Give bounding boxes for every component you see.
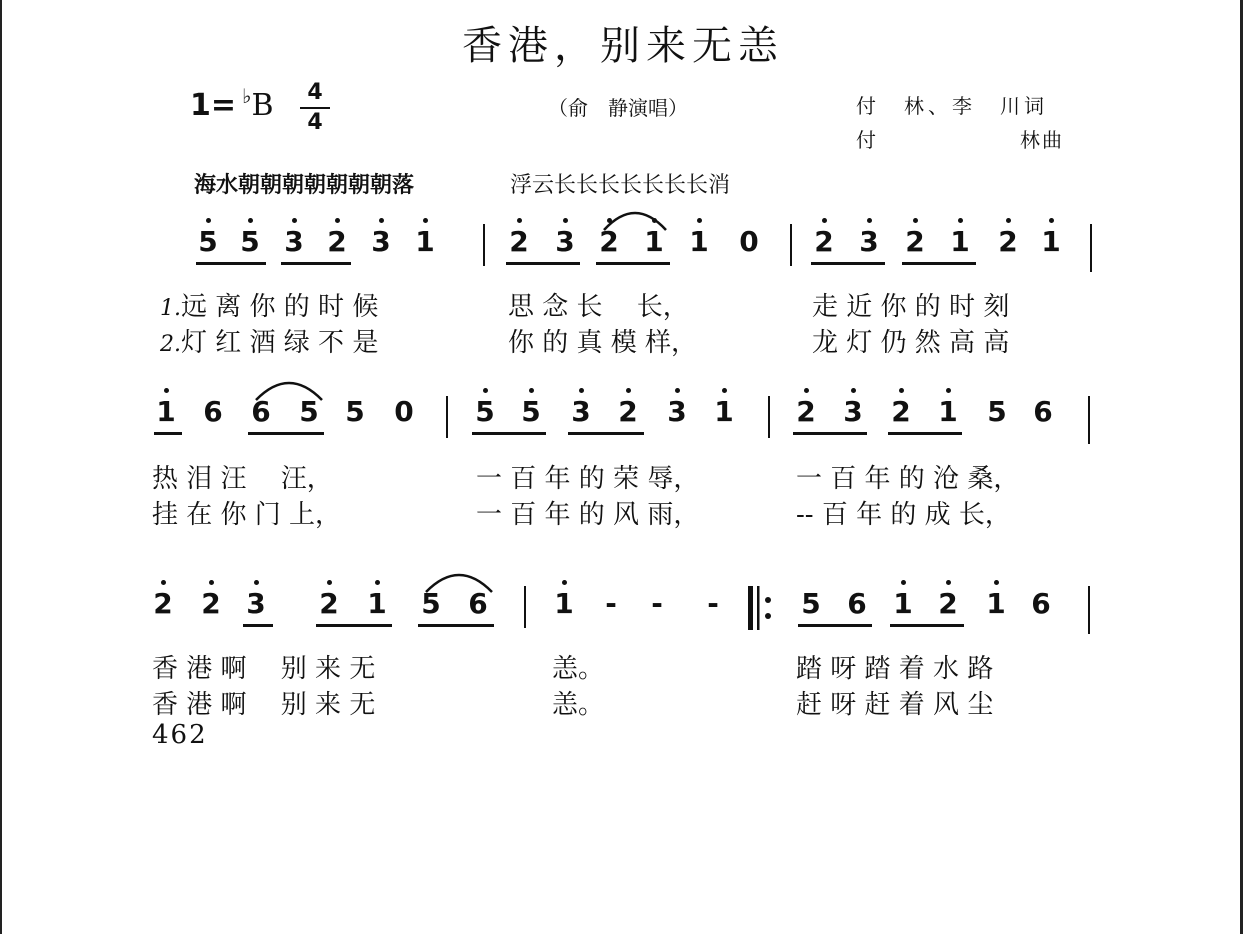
note-digit: 6 (1033, 395, 1053, 428)
octave-dot (327, 580, 332, 585)
octave-dot (375, 580, 380, 585)
note (984, 396, 1010, 428)
note (856, 226, 882, 258)
note-digit: 2 (891, 395, 911, 428)
note (195, 226, 221, 258)
note (596, 226, 622, 258)
key-note: B (251, 88, 274, 123)
bar-line (1090, 224, 1092, 272)
note-digit: 1 (689, 225, 709, 258)
note-digit: 3 (667, 395, 687, 428)
note (551, 588, 577, 620)
page-right-border (1240, 0, 1243, 934)
octave-dot (867, 218, 872, 223)
bar-line (1088, 586, 1090, 634)
time-signature (300, 80, 330, 136)
note-digit: 2 (618, 395, 638, 428)
note (1038, 226, 1064, 258)
note (935, 588, 961, 620)
note-digit: 1 (367, 587, 387, 620)
key-signature (190, 84, 274, 123)
note-digit: 2 (938, 587, 958, 620)
note (364, 588, 390, 620)
note-digit: 3 (555, 225, 575, 258)
note (465, 588, 491, 620)
note (368, 226, 394, 258)
note (711, 396, 737, 428)
note (506, 226, 532, 258)
octave-dot (563, 218, 568, 223)
octave-dot (1049, 218, 1054, 223)
lyric-segment: 一 百 年 的 风 雨， (476, 500, 700, 530)
composer-name: 付 (856, 128, 876, 152)
note (316, 588, 342, 620)
note-digit: 5 (801, 587, 821, 620)
beam (793, 432, 867, 435)
performer-credit: （俞 静演唱） (548, 96, 688, 120)
octave-dot (579, 388, 584, 393)
beam (902, 262, 976, 265)
note-digit: 5 (475, 395, 495, 428)
octave-dot (913, 218, 918, 223)
octave-dot (652, 218, 657, 223)
lyric-segment: 热 泪 汪 汪， (152, 464, 333, 494)
note (983, 588, 1009, 620)
note (518, 396, 544, 428)
lyric-segment: 灯 红 酒 绿 不 是 (181, 328, 379, 358)
note-digit: 3 (859, 225, 879, 258)
lyric-line-1 (160, 286, 378, 323)
note-digit: 3 (571, 395, 591, 428)
note (281, 226, 307, 258)
lyric-segment: 挂 在 你 门 上， (152, 500, 342, 530)
octave-dot (164, 388, 169, 393)
note-digit: 1 (714, 395, 734, 428)
note-digit: 5 (421, 587, 441, 620)
note-digit: 3 (371, 225, 391, 258)
octave-dot (379, 218, 384, 223)
note-digit: 2 (327, 225, 347, 258)
note-digit: 1 (1041, 225, 1061, 258)
beam (888, 432, 962, 435)
note (995, 226, 1021, 258)
key-prefix: 1= (190, 88, 237, 123)
lyric-segment: 龙 灯 仍 然 高 高 (812, 328, 1010, 358)
note (342, 396, 368, 428)
beam (154, 432, 182, 435)
bar-line (1088, 396, 1090, 444)
note (1028, 588, 1054, 620)
lyric-segment: 恙。 (552, 690, 605, 720)
song-title: 香港，别来无恙 (462, 23, 784, 69)
octave-dot (335, 218, 340, 223)
note (198, 588, 224, 620)
note (472, 396, 498, 428)
note-digit: 1 (986, 587, 1006, 620)
time-numerator: 4 (307, 80, 323, 105)
beam (243, 624, 273, 627)
note (248, 396, 274, 428)
octave-dot (899, 388, 904, 393)
note (412, 226, 438, 258)
note-digit: 6 (468, 587, 488, 620)
lyric-line-2 (160, 322, 378, 359)
octave-dot (697, 218, 702, 223)
note-digit: 5 (299, 395, 319, 428)
lyric-segment: 香 港 啊 别 来 无 (152, 654, 376, 684)
note-digit: 1 (938, 395, 958, 428)
note-digit: 3 (284, 225, 304, 258)
note-digit: - (651, 587, 663, 620)
note-digit: - (605, 587, 617, 620)
beam (596, 262, 670, 265)
note-digit: 2 (814, 225, 834, 258)
octave-dot (626, 388, 631, 393)
octave-dot (994, 580, 999, 585)
octave-dot (946, 580, 951, 585)
beam (248, 432, 324, 435)
note-digit: 5 (987, 395, 1007, 428)
octave-dot (851, 388, 856, 393)
octave-dot (562, 580, 567, 585)
note (888, 396, 914, 428)
note (840, 396, 866, 428)
bar-line (768, 396, 770, 438)
note-digit: 5 (521, 395, 541, 428)
lyric-segment: -- 百 年 的 成 长， (796, 500, 1011, 530)
octave-dot (483, 388, 488, 393)
intro-lyric-2: 浮云长长长长长长长消 (510, 173, 731, 198)
note (568, 396, 594, 428)
note-digit: 3 (246, 587, 266, 620)
note-digit: 1 (893, 587, 913, 620)
note-digit: 5 (198, 225, 218, 258)
octave-dot (161, 580, 166, 585)
bar-line (446, 396, 448, 438)
time-denominator: 4 (307, 110, 323, 135)
note-digit: 2 (998, 225, 1018, 258)
octave-dot (1006, 218, 1011, 223)
bar-line (483, 224, 485, 266)
note-digit: 0 (739, 225, 759, 258)
beam (196, 262, 266, 265)
octave-dot (292, 218, 297, 223)
note (1030, 396, 1056, 428)
note (700, 588, 726, 620)
note (644, 588, 670, 620)
note (296, 396, 322, 428)
note-digit: 2 (319, 587, 339, 620)
note (935, 396, 961, 428)
note-digit: 1 (415, 225, 435, 258)
note (793, 396, 819, 428)
lyric-segment: 思 念 长 长， (508, 292, 689, 322)
note (736, 226, 762, 258)
note-digit: - (707, 587, 719, 620)
note-digit: 1 (644, 225, 664, 258)
note-digit: 6 (1031, 587, 1051, 620)
note (798, 588, 824, 620)
note (237, 226, 263, 258)
note-digit: 1 (156, 395, 176, 428)
note-digit: 2 (201, 587, 221, 620)
octave-dot (607, 218, 612, 223)
beam (568, 432, 644, 435)
intro-lyric-1: 海水朝朝朝朝朝朝朝落 (194, 172, 415, 198)
lyric-segment: 远 离 你 的 时 候 (181, 292, 379, 322)
note-digit: 2 (153, 587, 173, 620)
note (243, 588, 269, 620)
page-left-border (0, 0, 2, 934)
note (153, 396, 179, 428)
note (811, 226, 837, 258)
octave-dot (822, 218, 827, 223)
note (844, 588, 870, 620)
note (664, 396, 690, 428)
flat-sign: ♭ (242, 84, 252, 108)
verse-number: 1. (160, 296, 181, 321)
bar-line (524, 586, 526, 628)
note-digit: 2 (905, 225, 925, 258)
beam (281, 262, 351, 265)
note-digit: 2 (509, 225, 529, 258)
lyric-segment: 一 百 年 的 沧 桑， (796, 464, 1020, 494)
beam (418, 624, 494, 627)
octave-dot (423, 218, 428, 223)
note (150, 588, 176, 620)
note-digit: 6 (847, 587, 867, 620)
note (890, 588, 916, 620)
note-digit: 5 (345, 395, 365, 428)
beam (798, 624, 872, 627)
note (947, 226, 973, 258)
note-digit: 1 (950, 225, 970, 258)
octave-dot (722, 388, 727, 393)
octave-dot (946, 388, 951, 393)
note-digit: 0 (394, 395, 414, 428)
note (641, 226, 667, 258)
note (552, 226, 578, 258)
note-digit: 2 (796, 395, 816, 428)
octave-dot (958, 218, 963, 223)
note (200, 396, 226, 428)
note-digit: 6 (203, 395, 223, 428)
lyric-segment: 踏 呀 踏 着 水 路 (796, 654, 994, 684)
octave-dot (529, 388, 534, 393)
octave-dot (206, 218, 211, 223)
note (418, 588, 444, 620)
note-digit: 3 (843, 395, 863, 428)
bar-line (790, 224, 792, 266)
note-digit: 2 (599, 225, 619, 258)
note (686, 226, 712, 258)
lyric-segment: 一 百 年 的 荣 辱， (476, 464, 700, 494)
octave-dot (248, 218, 253, 223)
octave-dot (901, 580, 906, 585)
beam (890, 624, 964, 627)
lyric-segment: 赶 呀 赶 着 风 尘 (796, 690, 994, 720)
lyric-segment: 走 近 你 的 时 刻 (812, 292, 1010, 322)
note-digit: 6 (251, 395, 271, 428)
composer-credit: 林曲 (1020, 128, 1064, 152)
octave-dot (675, 388, 680, 393)
beam (316, 624, 392, 627)
lyricist-credit: 付 林、李 川词 (856, 94, 1048, 118)
octave-dot (804, 388, 809, 393)
beam (472, 432, 546, 435)
note-digit: 5 (240, 225, 260, 258)
beam (506, 262, 580, 265)
verse-number: 2. (160, 332, 181, 357)
note (598, 588, 624, 620)
repeat-sign (746, 584, 780, 632)
octave-dot (254, 580, 259, 585)
octave-dot (517, 218, 522, 223)
note (324, 226, 350, 258)
note (615, 396, 641, 428)
octave-dot (209, 580, 214, 585)
lyric-segment: 香 港 啊 别 来 无 (152, 690, 376, 720)
beam (811, 262, 885, 265)
note-digit: 1 (554, 587, 574, 620)
time-divider (300, 107, 330, 109)
lyric-segment: 恙。 (552, 654, 605, 684)
lyric-segment: 你 的 真 模 样， (508, 328, 698, 358)
page-number: 462 (152, 720, 208, 750)
note (391, 396, 417, 428)
note (902, 226, 928, 258)
